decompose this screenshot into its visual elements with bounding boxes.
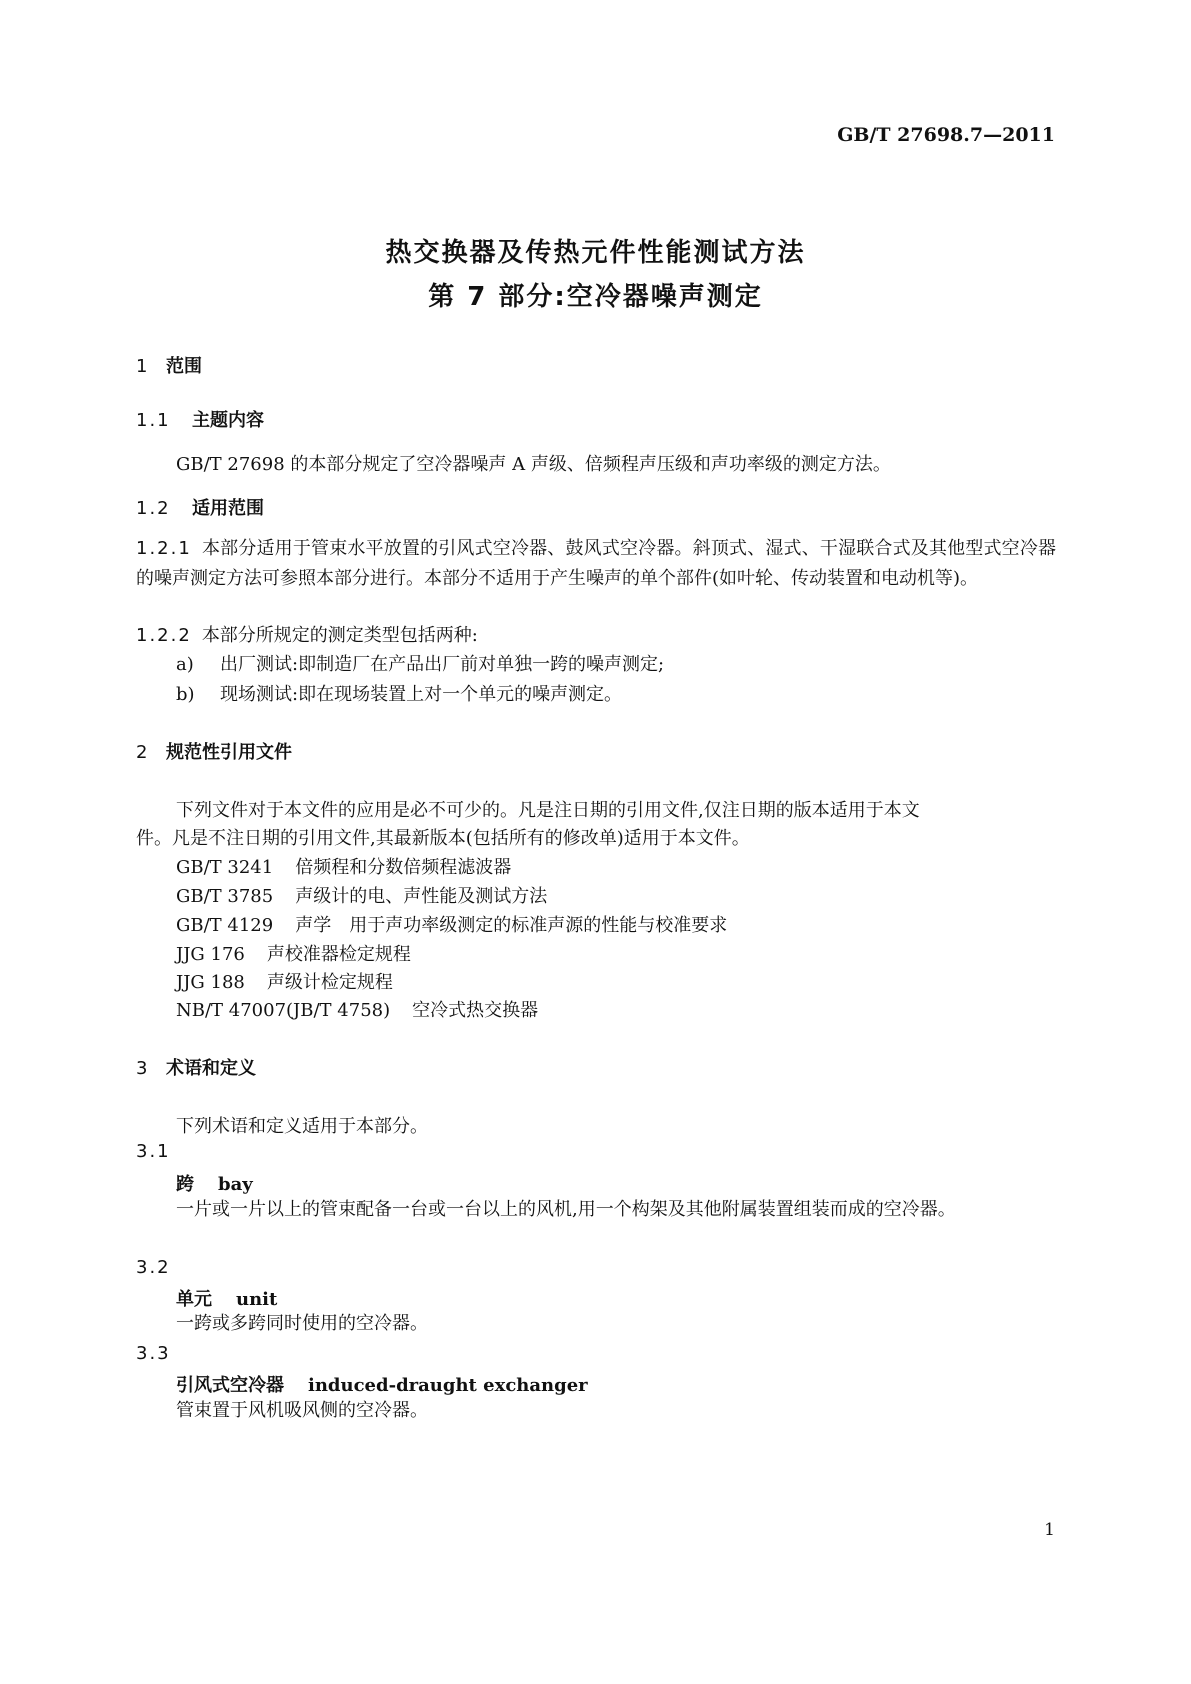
reference-code: GB/T 4129: [176, 915, 274, 936]
section-number: 1: [136, 356, 148, 377]
term-heading: [176, 1170, 253, 1196]
clause-number: 1.2.1: [136, 538, 192, 559]
section-title: 术语和定义: [166, 1058, 256, 1079]
reference-code: NB/T 47007(JB/T 4758): [176, 1000, 391, 1021]
subsection-title: 主题内容: [192, 410, 264, 431]
reference-code: GB/T 3785: [176, 886, 274, 907]
reference-item: [176, 853, 511, 879]
paragraph: 下列术语和定义适用于本部分。: [176, 1116, 428, 1137]
list-marker: b): [176, 684, 195, 705]
list-item: [176, 650, 664, 676]
list-marker: a): [176, 654, 194, 675]
clause-text: 本部分适用于管束水平放置的引风式空冷器、鼓风式空冷器。斜顶式、湿式、干湿联合式及其他型式空冷器的噪声测定方法可参照本部分进行。本部分不适用于产生噪声的单个部件(如叶轮、传动装置和电动机等)。: [136, 538, 1056, 589]
reference-item: [176, 968, 393, 994]
reference-code: JJG 176: [176, 944, 245, 965]
section-number: 2: [136, 742, 148, 763]
term-number: 3.2: [136, 1257, 171, 1278]
term-en: bay: [218, 1174, 253, 1195]
clause-1-2-2: [136, 621, 1056, 651]
term-number: 3.1: [136, 1141, 171, 1162]
term-definition: 管束置于风机吸风侧的空冷器。: [176, 1400, 428, 1421]
clause-1-2-1: [136, 534, 1056, 594]
term-heading: [176, 1285, 277, 1311]
reference-item: [176, 940, 411, 966]
term-en: induced-draught exchanger: [308, 1375, 588, 1396]
section-title: 范围: [166, 356, 202, 377]
paragraph: 件。凡是不注日期的引用文件,其最新版本(包括所有的修改单)适用于本文件。: [136, 828, 750, 849]
page-number: 1: [1044, 1520, 1055, 1540]
term-heading: [176, 1371, 588, 1397]
reference-code: JJG 188: [176, 972, 245, 993]
document-subtitle: 第 7 部分:空冷器噪声测定: [428, 282, 763, 312]
term-number: 3.3: [136, 1343, 171, 1364]
reference-item: [176, 996, 538, 1022]
paragraph: 下列文件对于本文件的应用是必不可少的。凡是注日期的引用文件,仅注日期的版本适用于本文: [176, 800, 920, 821]
term-definition: 一跨或多跨同时使用的空冷器。: [176, 1313, 428, 1334]
section-2-heading: [136, 738, 292, 764]
term-en: unit: [236, 1289, 278, 1310]
section-3-heading: [136, 1054, 256, 1080]
reference-title: 声级计检定规程: [266, 972, 393, 993]
document-title: 热交换器及传热元件性能测试方法: [385, 238, 806, 268]
term-definition: 一片或一片以上的管束配备一台或一台以上的风机,用一个构架及其他附属装置组装而成的空冷器。: [176, 1199, 956, 1220]
list-text: 出厂测试:即制造厂在产品出厂前对单独一跨的噪声测定;: [220, 654, 665, 675]
list-text: 现场测试:即在现场装置上对一个单元的噪声测定。: [220, 684, 623, 705]
reference-code: GB/T 3241: [176, 857, 274, 878]
reference-title: 声学 用于声功率级测定的标准声源的性能与校准要求: [295, 915, 728, 936]
subsection-number: 1.1: [136, 410, 171, 431]
section-number: 3: [136, 1058, 148, 1079]
term-zh: 跨: [176, 1174, 194, 1195]
term-zh: 引风式空冷器: [176, 1375, 284, 1396]
section-1-2-heading: [136, 494, 264, 520]
reference-title: 倍频程和分数倍频程滤波器: [295, 857, 512, 878]
term-zh: 单元: [176, 1289, 212, 1310]
reference-title: 声级计的电、声性能及测试方法: [295, 886, 548, 907]
subsection-title: 适用范围: [192, 498, 264, 519]
reference-item: [176, 911, 727, 937]
reference-item: [176, 882, 547, 908]
reference-title: 声校准器检定规程: [266, 944, 411, 965]
section-1-1-heading: [136, 406, 264, 432]
section-1-heading: [136, 352, 202, 378]
paragraph: GB/T 27698 的本部分规定了空冷器噪声 A 声级、倍频程声压级和声功率级的测定方法。: [176, 454, 891, 475]
standard-number: GB/T 27698.7—2011: [837, 124, 1055, 146]
subsection-number: 1.2: [136, 498, 171, 519]
clause-text: 本部分所规定的测定类型包括两种:: [201, 625, 478, 646]
clause-number: 1.2.2: [136, 625, 192, 646]
section-title: 规范性引用文件: [166, 742, 292, 763]
list-item: [176, 680, 622, 706]
reference-title: 空冷式热交换器: [412, 1000, 539, 1021]
